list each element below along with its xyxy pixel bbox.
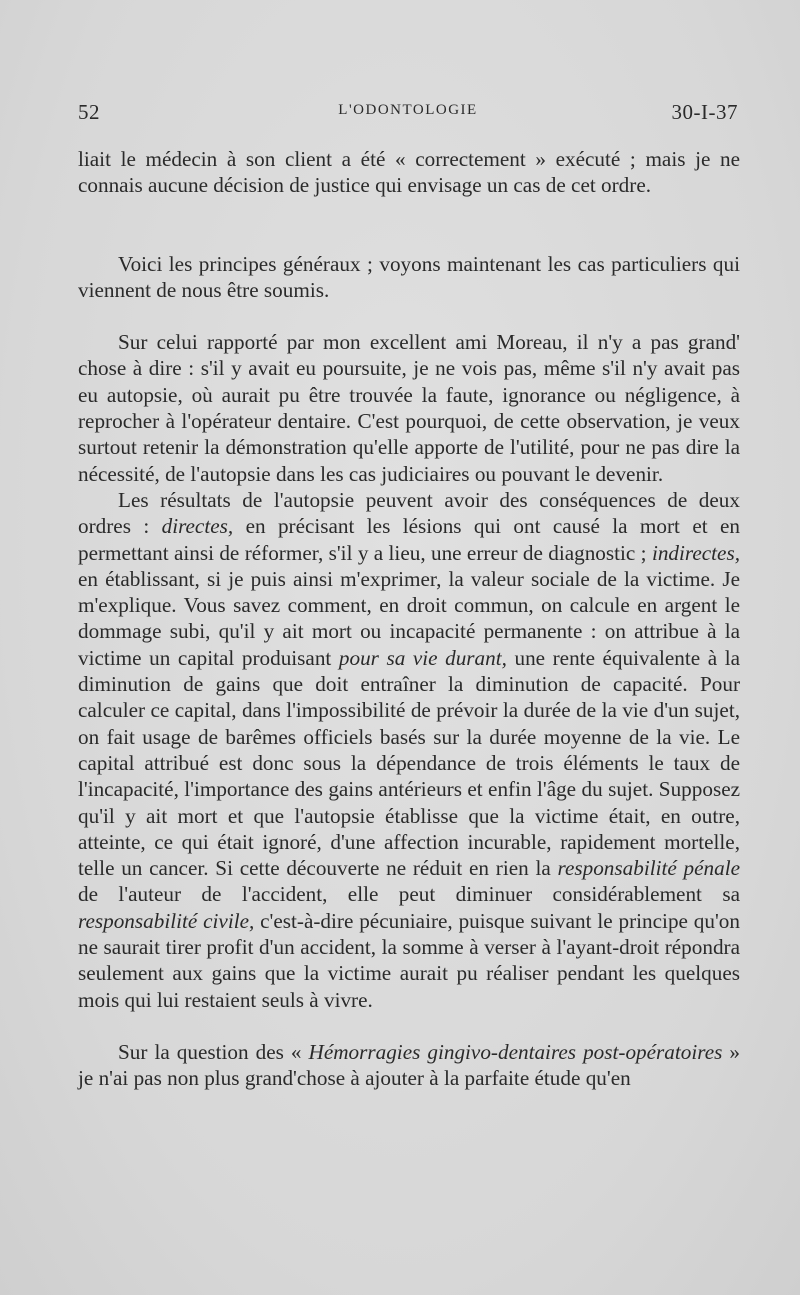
- text-run: de l'auteur de l'accident, elle peut diminuer considérablement sa: [78, 882, 740, 907]
- text-run: liait le médecin à son client a été « correctement » exécuté ; mais je ne connais aucune décision de justice qui envisage un cas de cet ordre.: [78, 147, 740, 198]
- italic-run: responsabilité pénale: [557, 856, 740, 881]
- italic-run: Hémorragies gingivo-dentaires post-opératoires: [308, 1039, 723, 1064]
- text-run: Sur celui rapporté par mon excellent ami Moreau, il n'y a pas grand' chose à dire : s'il y avait eu poursuite, je ne vois pas, même s'il n'y avait pas eu autopsie, où aurait pu être trouvée la faute, ignorance ou négligence, à reprocher à l'opérateur dentaire. C'est pourquoi, de cette observation, je veux surtout retenir la démonstration qu'elle apporte de l'utilité, pour ne pas dire la nécessité, de l'autopsie dans les cas judiciaires ou pouvant le devenir.: [78, 330, 740, 486]
- text-run: en précisant les lésions qui ont causé la mort et en permettant ainsi de réformer, s'il y a lieu, une erreur de diagnostic ;: [78, 514, 740, 565]
- journal-title: L'ODONTOLOGIE: [338, 102, 478, 118]
- italic-run: directes,: [161, 514, 234, 539]
- paragraph-4: [78, 487, 740, 1013]
- body-text: [78, 146, 740, 1092]
- page-number: 52: [78, 100, 100, 124]
- italic-run: pour sa vie durant,: [338, 645, 507, 670]
- text-run: » je n'ai pas non plus grand'chose à ajouter à la parfaite étude qu'en: [78, 1039, 741, 1091]
- text-run: Voici les principes généraux ; voyons maintenant les cas particuliers qui viennent de nous être soumis.: [78, 251, 740, 302]
- issue-date: 30-I-37: [671, 100, 738, 124]
- text-run: en établissant, si je puis ainsi m'exprimer, la valeur sociale de la victime. Je m'explique. Vous savez comment, en droit commun, on calcule en argent le dommage subi, qu'il y ait mort ou incapacité permanente : on attribue à la victime un capital produisant: [78, 566, 740, 670]
- paragraph-2: [78, 251, 740, 304]
- paragraph-5: [78, 1039, 740, 1092]
- paragraph-3: [78, 329, 740, 487]
- running-head: [78, 100, 738, 130]
- text-run: une rente équivalente à la diminution de gains que doit entraîner la diminution de capacité. Pour calculer ce capital, dans l'impossibilité de prévoir la durée de la vie d'un sujet, on fait usage de barêmes officiels basés sur la durée moyenne de la vie. Le capital attribué est donc sous la dépendance de trois éléments le taux de l'incapacité, l'importance des gains antérieurs et enfin l'âge du sujet. Supposez qu'il y ait mort et que l'autopsie établisse que la victime était, en outre, atteinte, ce qui était ignoré, d'une affection incurable, rapidement mortelle, telle un cancer. Si cette découverte ne réduit en rien la: [78, 645, 740, 881]
- paragraph-1: [78, 146, 740, 199]
- text-run: c'est-à-dire pécuniaire, puisque suivant le principe qu'on ne saurait tirer profit d'un accident, la somme à verser à l'ayant-droit répondra seulement aux gains que la victime aurait pu réaliser pendant les quelques mois qui lui restaient seuls à vivre.: [78, 908, 740, 1012]
- text-run: Les résultats de l'autopsie peuvent avoir des conséquences de deux ordres :: [78, 487, 740, 539]
- italic-run: indirectes,: [651, 540, 740, 565]
- italic-run: responsabilité civile,: [78, 908, 255, 933]
- text-run: Sur la question des «: [118, 1039, 309, 1064]
